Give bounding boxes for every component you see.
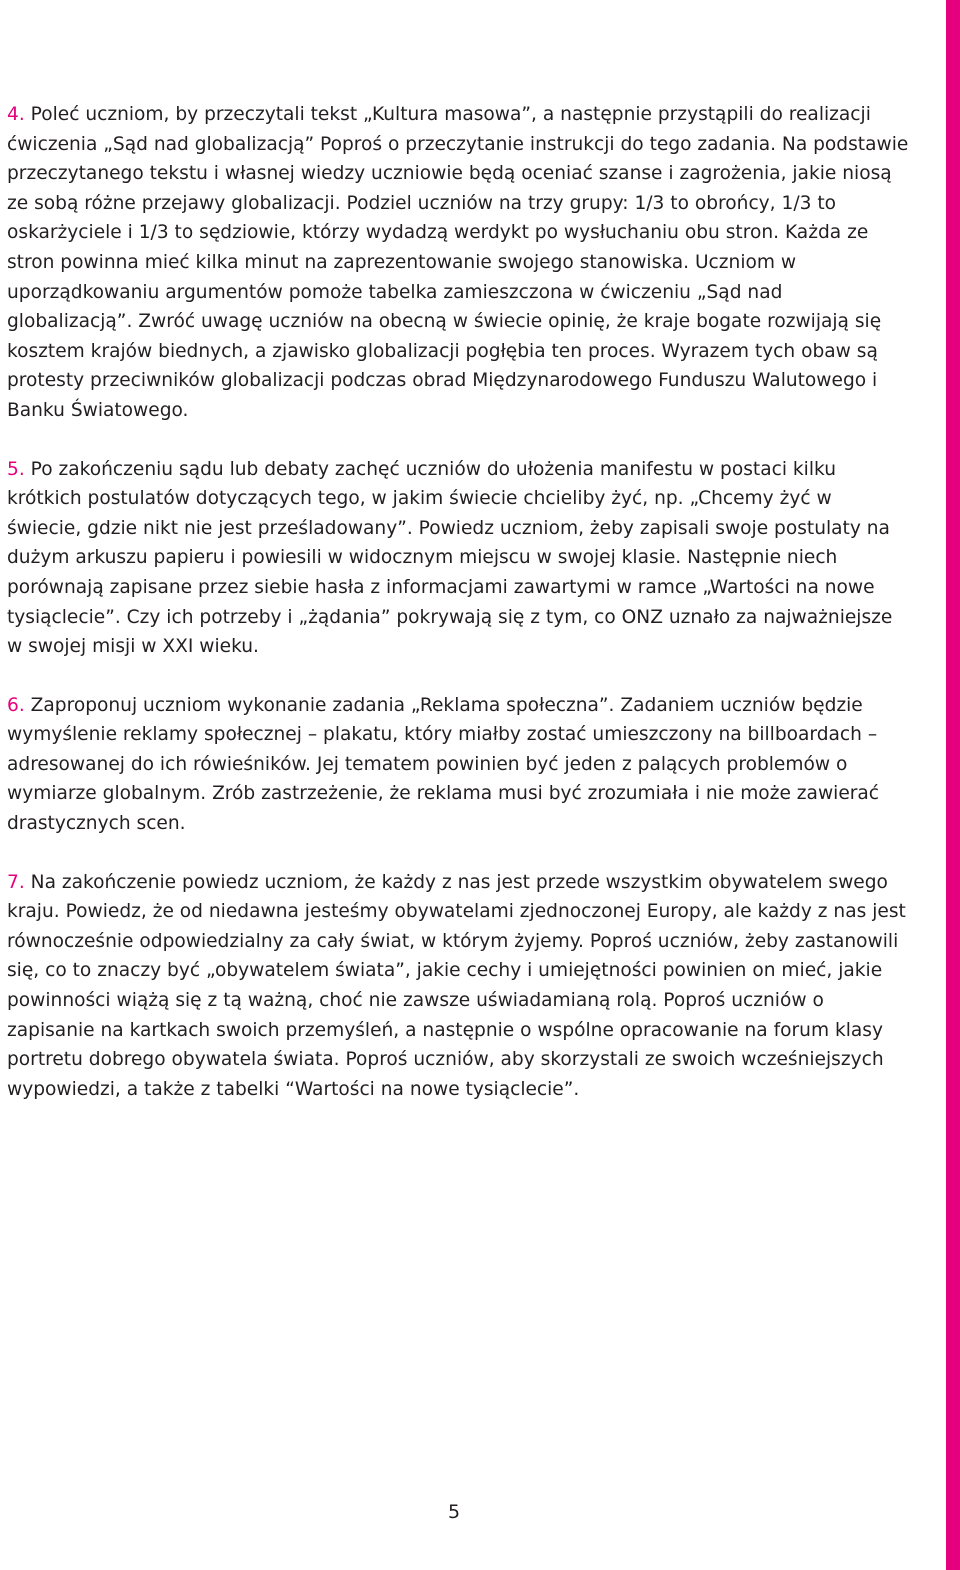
step-number: 7. (7, 871, 25, 893)
step-7 (7, 868, 911, 1105)
step-number: 6. (7, 694, 25, 716)
page-number: 5 (447, 1501, 461, 1523)
step-text: Na zakończenie powiedz uczniom, że każdy z nas jest przede wszystkim obywatelem swego kraju. Powiedz, że od niedawna jesteśmy obywatelami zjednoczonej Europy, ale każdy z nas jest równocześnie odpowiedzialny za cały świat, w którym żyjemy. Poproś uczniów, żeby zastanowili się, co to znaczy być „obywatelem świata”, jakie cechy i umiejętności powinien on mieć, jakie powinności wiążą się z tą ważną, choć nie zawsze uświadamianą rolą. Poproś uczniów o zapisanie na kartkach swoich przemyśleń, a następnie o wspólne opracowanie na forum klasy portretu dobrego obywatela świata. Poproś uczniów, aby skorzystali ze swoich wcześniejszych wypowiedzi, a także z tabelki “Wartości na nowe tysiąclecie”. (7, 871, 906, 1100)
step-6 (7, 691, 911, 839)
step-text: Poleć uczniom, by przeczytali tekst „Kultura masowa”, a następnie przystąpili do realizacji ćwiczenia „Sąd nad globalizacją” Poproś o przeczytanie instrukcji do tego zadania. Na podstawie przeczytanego tekstu i własnej wiedzy uczniowie będą oceniać szanse i zagrożenia, jakie niosą ze sobą różne przejawy globalizacji. Podziel uczniów na trzy grupy: 1/3 to obrońcy, 1/3 to oskarżyciele i 1/3 to sędziowie, którzy wydadzą werdykt po wysłuchaniu obu stron. Każda ze stron powinna mieć kilka minut na zaprezentowanie swojego stanowiska. Uczniom w uporządkowaniu argumentów pomoże tabelka zamieszczona w ćwiczeniu „Sąd nad globalizacją”. Zwróć uwagę uczniów na obecną w świecie opinię, że kraje bogate rozwijają się kosztem krajów biednych, a zjawisko globalizacji pogłębia ten proces. Wyrazem tych obaw są protesty przeciwników globalizacji podczas obrad Międzynarodowego Funduszu Walutowego i Banku Światowego. (7, 104, 909, 421)
page-edge-stripe (946, 0, 960, 1570)
step-number: 4. (7, 104, 25, 125)
step-4 (7, 100, 911, 426)
step-5 (7, 455, 911, 662)
step-text: Po zakończeniu sądu lub debaty zachęć uczniów do ułożenia manifestu w postaci kilku krótkich postulatów dotyczących tego, w jakim świecie chcieliby żyć, np. „Chcemy żyć w świecie, gdzie nikt nie jest prześladowany”. Powiedz uczniom, żeby zapisali swoje postulaty na dużym arkuszu papieru i powiesili w widocznym miejscu w swojej klasie. Następnie niech porównają zapisane przez siebie hasła z informacjami zawartymi w ramce „Wartości na nowe tysiąclecie”. Czy ich potrzeby i „żądania” pokrywają się z tym, co ONZ uznało za najważniejsze w swojej misji w XXI wieku. (7, 458, 893, 658)
step-text: Zaproponuj uczniom wykonanie zadania „Reklama społeczna”. Zadaniem uczniów będzie wymyślenie reklamy społecznej – plakatu, który miałby zostać umieszczony na billboardach – adresowanej do ich rówieśników. Jej tematem powinien być jeden z palących problemów o wymiarze globalnym. Zrób zastrzeżenie, że reklama musi być zrozumiała i nie może zawierać drastycznych scen. (7, 694, 880, 835)
step-number: 5. (7, 458, 25, 480)
instructions-body (7, 100, 911, 1133)
